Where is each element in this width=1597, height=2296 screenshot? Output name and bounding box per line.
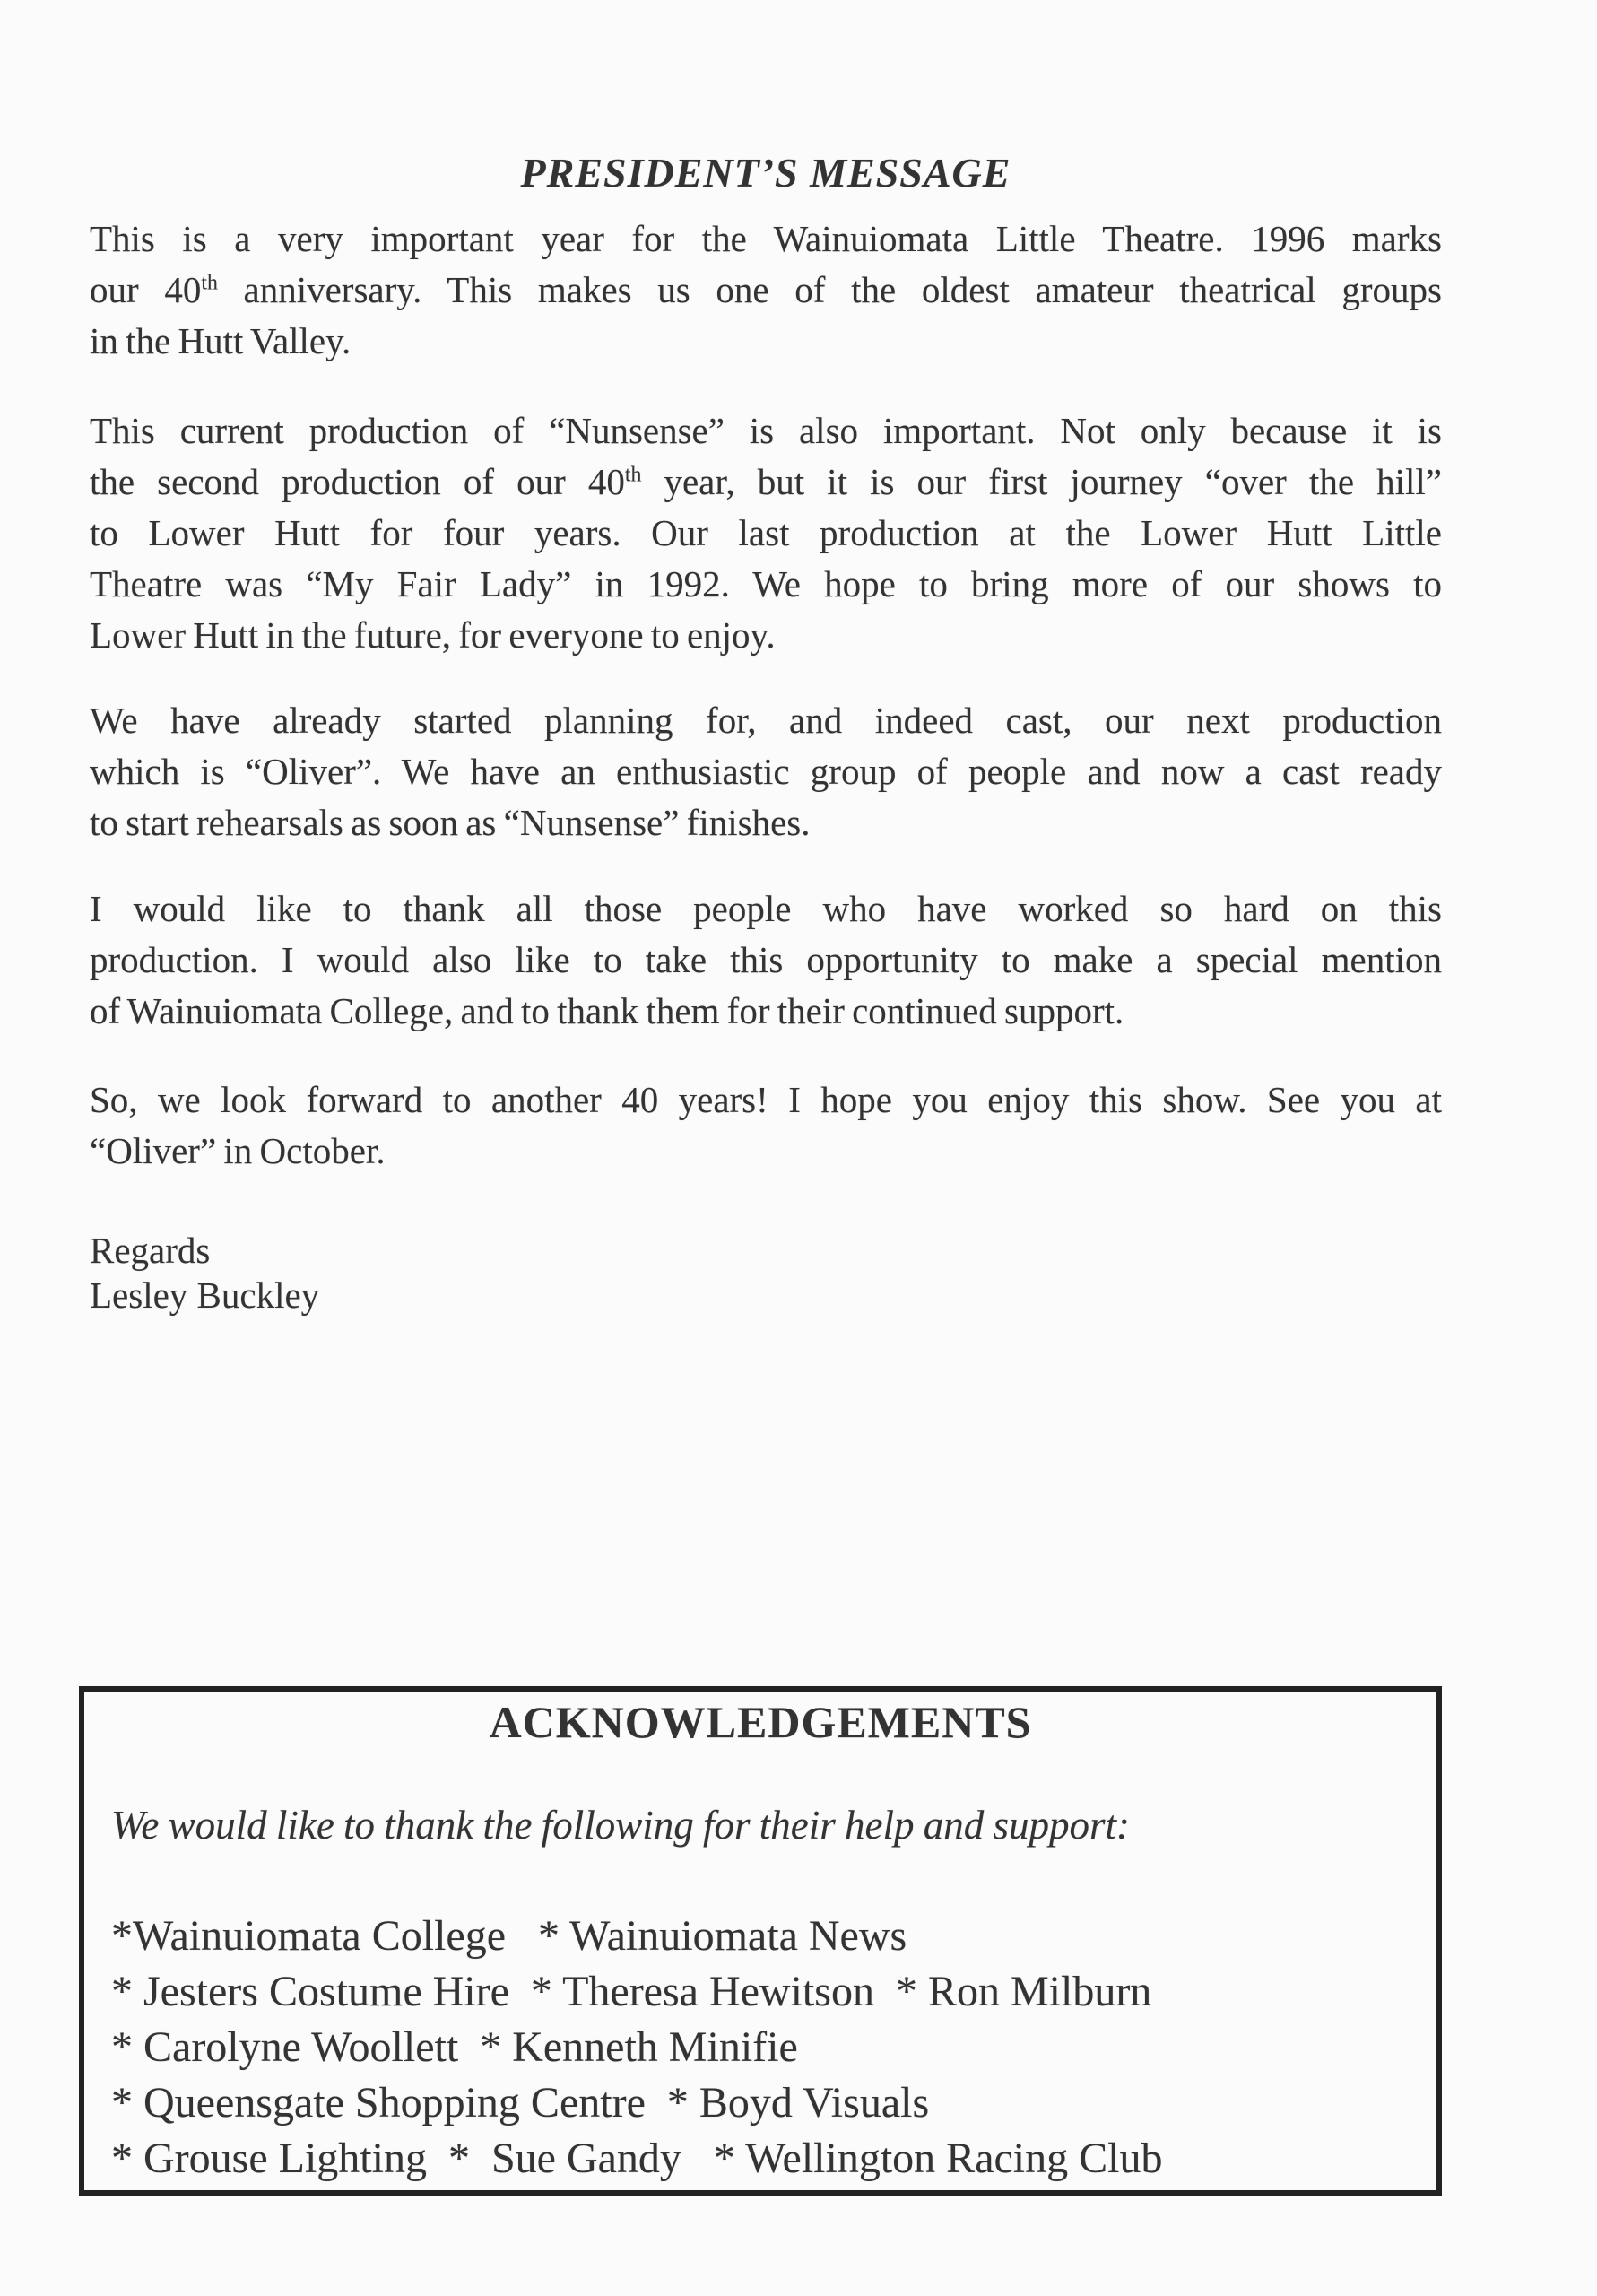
text-line xyxy=(90,559,1442,610)
text-line xyxy=(90,213,1442,265)
text-line xyxy=(90,508,1442,559)
text-line xyxy=(90,405,1442,457)
acknowledgement-item: * Carolyne Woollett * Kenneth Minifie xyxy=(111,2023,798,2071)
text-line xyxy=(90,935,1442,986)
paragraph-4 xyxy=(90,883,1442,1037)
page-title: PRESIDENT’S MESSAGE xyxy=(520,149,1011,196)
signature-regards: Regards xyxy=(90,1230,211,1271)
acknowledgements-title: ACKNOWLEDGEMENTS xyxy=(489,1697,1032,1747)
paragraph-3 xyxy=(90,695,1442,848)
text-line xyxy=(90,746,1442,797)
acknowledgement-item: * Grouse Lighting * Sue Gandy * Wellington Racing Club xyxy=(111,2135,1163,2182)
text-segment: to Lower Hutt for four years. Our last production at the Lower Hutt Little xyxy=(90,512,1442,553)
text-segment: production. I would also like to take this opportunity to make a special mention xyxy=(90,939,1442,980)
paragraph-1 xyxy=(90,213,1442,367)
text-segment: the second production of our 40 xyxy=(90,461,625,502)
text-line xyxy=(90,986,1442,1037)
text-line xyxy=(90,265,1442,316)
text-line xyxy=(90,316,1442,367)
text-segment: to start rehearsals as soon as “Nunsense” finishes. xyxy=(90,802,811,843)
text-line xyxy=(90,610,1442,661)
acknowledgements-intro: We would like to thank the following for their help and support: xyxy=(111,1803,1131,1848)
superscript-th: th xyxy=(201,271,218,295)
text-segment: which is “Oliver”. We have an enthusiastic group of people and now a cast ready xyxy=(90,751,1442,792)
text-segment: our 40 xyxy=(90,269,202,310)
signature-block xyxy=(90,1228,319,1318)
text-segment: I would like to thank all those people who have worked so hard on this xyxy=(90,888,1442,929)
text-segment: in the Hutt Valley. xyxy=(90,320,352,361)
acknowledgement-item: * Queensgate Shopping Centre * Boyd Visuals xyxy=(111,2079,930,2126)
acknowledgements-list xyxy=(111,1909,1410,2187)
acknowledgements-box xyxy=(79,1686,1442,2196)
signature-name: Lesley Buckley xyxy=(90,1274,320,1316)
text-segment: year, but it is our first journey “over the hill” xyxy=(641,461,1442,502)
text-line xyxy=(90,797,1442,848)
text-segment: We have already started planning for, and indeed cast, our next production xyxy=(90,700,1442,741)
text-line xyxy=(90,1126,1442,1177)
text-line xyxy=(90,883,1442,935)
text-line xyxy=(90,457,1442,508)
text-segment: This is a very important year for the Wainuiomata Little Theatre. 1996 marks xyxy=(90,218,1442,259)
acknowledgement-item: *Wainuiomata College * Wainuiomata News xyxy=(111,1912,907,1960)
acknowledgement-item: * Jesters Costume Hire * Theresa Hewitson * Ron Milburn xyxy=(111,1968,1152,2015)
text-segment: anniversary. This makes us one of the oldest amateur theatrical groups xyxy=(217,269,1442,310)
text-line xyxy=(90,1074,1442,1126)
text-segment: Theatre was “My Fair Lady” in 1992. We hope to bring more of our shows to xyxy=(90,563,1442,604)
paragraph-5 xyxy=(90,1074,1442,1177)
text-segment: This current production of “Nunsense” is also important. Not only because it is xyxy=(90,410,1442,451)
text-segment: of Wainuiomata College, and to thank them for their continued support. xyxy=(90,990,1124,1031)
text-segment: Lower Hutt in the future, for everyone to enjoy. xyxy=(90,614,776,656)
text-segment: So, we look forward to another 40 years! I hope you enjoy this show. See you at xyxy=(90,1079,1442,1120)
superscript-th: th xyxy=(624,463,642,487)
text-line xyxy=(90,695,1442,746)
paragraph-2 xyxy=(90,405,1442,661)
text-segment: “Oliver” in October. xyxy=(90,1130,386,1171)
